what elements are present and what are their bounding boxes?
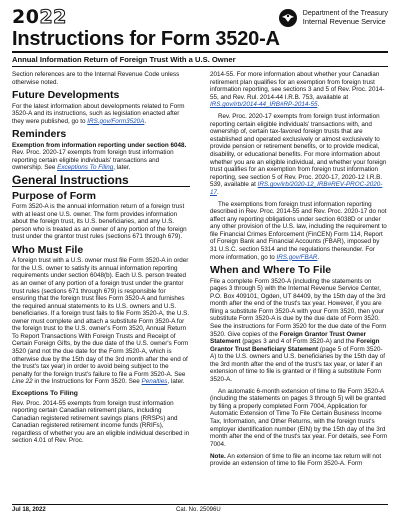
- fbar-paragraph: The exemptions from foreign trust information reporting described in Rev. Proc. 2014-55 and Rev. Proc. 2020-17 do not affect any reporting obligations under section 6038D or under any other provision of the U.S. law, including the requirement to file Financial Crimes Enforcement (FinCEN) Form 114, Report of Foreign Bank and Financial Accounts (FBAR), imposed by 31 U.S.C. section 5314 and the regulations thereunder. For more information, go to IRS.gov/FBAR.: [210, 200, 387, 261]
- right-column: [210, 71, 388, 472]
- when-where-paragraph: File a complete Form 3520-A (including the statements on pages 3 through 5) with the Internal Revenue Service Center, P.O. Box 409101, Ogden, UT 84409, by the 15th day of the 3rd month after the end of the trust's tax year. However, if you are filing a substitute Form 3520-A with your Form 3520, then your substitute Form 3520-A is due by the due date of Form 3520. See the instructions for Form 3520 for the due date of the Form 3520. Give copies of the Foreign Grantor Trust Owner Statement (pages 3 and 4 of Form 3520-A) and the Foreign Grantor Trust Beneficiary Statement (page 5 of Form 3520-A) to the U.S. owners and U.S. beneficiaries by the 15th day of the 3rd month after the end of the trust's tax year, or later if an extension of time to file is granted or if filing a substitute Form 3520-A.: [210, 277, 387, 383]
- future-developments-paragraph: For the latest information about developments related to Form 3520-A and its instructions, such as legislation enacted after they were published, go to IRS.gov/Form3520A.: [12, 102, 185, 125]
- heading-future-developments: Future Developments: [12, 89, 120, 102]
- tax-year: 2022: [12, 6, 67, 28]
- revision-date: Jul 18, 2022: [12, 507, 46, 513]
- irs-eagle-logo-icon: [278, 8, 298, 28]
- fbar-link[interactable]: IRS.gov/FBAR: [276, 253, 318, 261]
- purpose-paragraph: Form 3520-A is the annual information return of a foreign trust with at least one U.S. owner. The form provides information about the foreign trust, its U.S. beneficiaries, and any U.S. person who is treated as an owner of any portion of the foreign trust under the grantor trust rules (sections 671 through 679).: [12, 203, 187, 241]
- heading-when-and-where-to-file: When and Where To File: [210, 264, 332, 277]
- irs-header: [278, 8, 388, 28]
- department-name: Department of the Treasury Internal Revenue Service: [302, 9, 388, 26]
- catalog-number: Cat. No. 25096U: [176, 507, 221, 513]
- footer-rule: [12, 504, 388, 505]
- intro-paragraph: Section references are to the Internal Revenue Code unless otherwise noted.: [12, 71, 180, 86]
- penalties-link[interactable]: Penalties: [141, 378, 168, 386]
- who-must-file-paragraph: A foreign trust with a U.S. owner must file Form 3520-A in order for the U.S. owner to satisfy its annual information reporting requirements under section 6048(b). Each U.S. person treated as an owner of any portion of a foreign trust under the grantor trust rules (sections 671 through 679) is responsible for ensuring that the foreign trust files Form 3520-A and furnishes the required annual statements to its U.S. owners and U.S. beneficiaries. If a foreign trust fails to file Form 3520-A, the U.S. owner must complete and attach a substitute Form 3520-A for the foreign trust to the U.S. owner's Form 3520, Annual Return To Report Transactions With Foreign Trusts and Receipt of Certain Foreign Gifts, by the due date of the U.S. owner's Form 3520 (and not the due date for the Form 3520-A, which is otherwise due by the 15th day of the 3rd month after the end of the trust's tax year) in order to avoid being subject to the penalty for the foreign trust's failure to file a Form 3520-A. See Line 22 in the Instructions for Form 3520. See Penalties, later.: [12, 257, 190, 386]
- extension-paragraph: An automatic 6-month extension of time to file Form 3520-A (including the statements on pages 3 through 5) will be granted by filing a properly completed Form 7004, Application for Automatic Extension of Time To File Certain Business Income Tax, Information, and Other Returns, with the foreign trust's employer identification number (EIN) by the 15th day of the 3rd month after the end of the trust's tax year. For details, see Form 7004.: [210, 387, 388, 448]
- left-column: [12, 71, 190, 450]
- note-paragraph: Note. An extension of time to file an income tax return will not provide an extension of time to file Form 3520-A. Form: [210, 452, 382, 468]
- reminders-paragraph: Exemption from information reporting under section 6048. Rev. Proc. 2020-17 exempts from foreign trust information reporting certain eligible individuals' transactions and ownership. See Exceptions To Filing, later.: [12, 141, 187, 172]
- heading-who-must-file: Who Must File: [12, 243, 84, 256]
- rev-proc-2020-17-link[interactable]: IRS.gov/irb/2020-12_IRB#REV-PROC-2020-17: [210, 181, 383, 196]
- heading-general-instructions: General Instructions: [12, 173, 129, 188]
- title-rule: [12, 51, 388, 53]
- subtitle-rule: [12, 66, 388, 67]
- heading-purpose-of-form: Purpose of Form: [12, 189, 97, 202]
- rev-proc-2014-55-link[interactable]: IRS.gov/irb/2014-44_IRB#RP-2014-55: [210, 101, 318, 109]
- canadian-plans-paragraph: 2014-55. For more information about whether your Canadian retirement plan qualifies for an exemption from foreign trust information reporting, see sections 3 and 5 of Rev. Proc. 2014-55, and Rev. Rul. 2014-44 I.R.B. 753, available at IRS.gov/irb/2014-44_IRB#RP-2014-55.: [210, 71, 385, 109]
- heading-reminders: Reminders: [12, 128, 67, 141]
- exceptions-to-filing-link[interactable]: Exceptions To Filing: [57, 164, 114, 172]
- heading-exceptions-to-filing: Exceptions To Filing: [12, 390, 78, 398]
- document-subtitle: Annual Information Return of Foreign Trust With a U.S. Owner: [12, 55, 236, 64]
- exceptions-paragraph: Rev. Proc. 2014-55 exempts from foreign trust information reporting certain Canadian retirement plans, including Canadian registered retirement savings plans (RRSPs) and Canadian registered retirement income funds (RRIFs), regardless of whether you are an eligible individual described in section 4.01 of Rev. Proc.: [12, 399, 190, 445]
- document-title: Instructions for Form 3520-A: [12, 28, 280, 50]
- rev-proc-2020-17-paragraph: Rev. Proc. 2020-17 exempts from foreign trust information reporting certain eligible individuals' transactions with, and ownership of, certain tax-favored foreign trusts that are established and operated exclusively or almost exclusively to provide pension or retirement benefits, or to provide medical, disability, or educational benefits. For more information about whether you are an eligible individual, and whether your foreign trust qualifies for an exemption from foreign trust information reporting, see section 5 of Rev. Proc. 2020-17, 2020-12 I.R.B. 539, available at IRS.gov/irb/2020-12_IRB#REV-PROC-2020-17.: [210, 113, 387, 196]
- form3520a-link[interactable]: IRS.gov/Form3520A: [87, 117, 145, 125]
